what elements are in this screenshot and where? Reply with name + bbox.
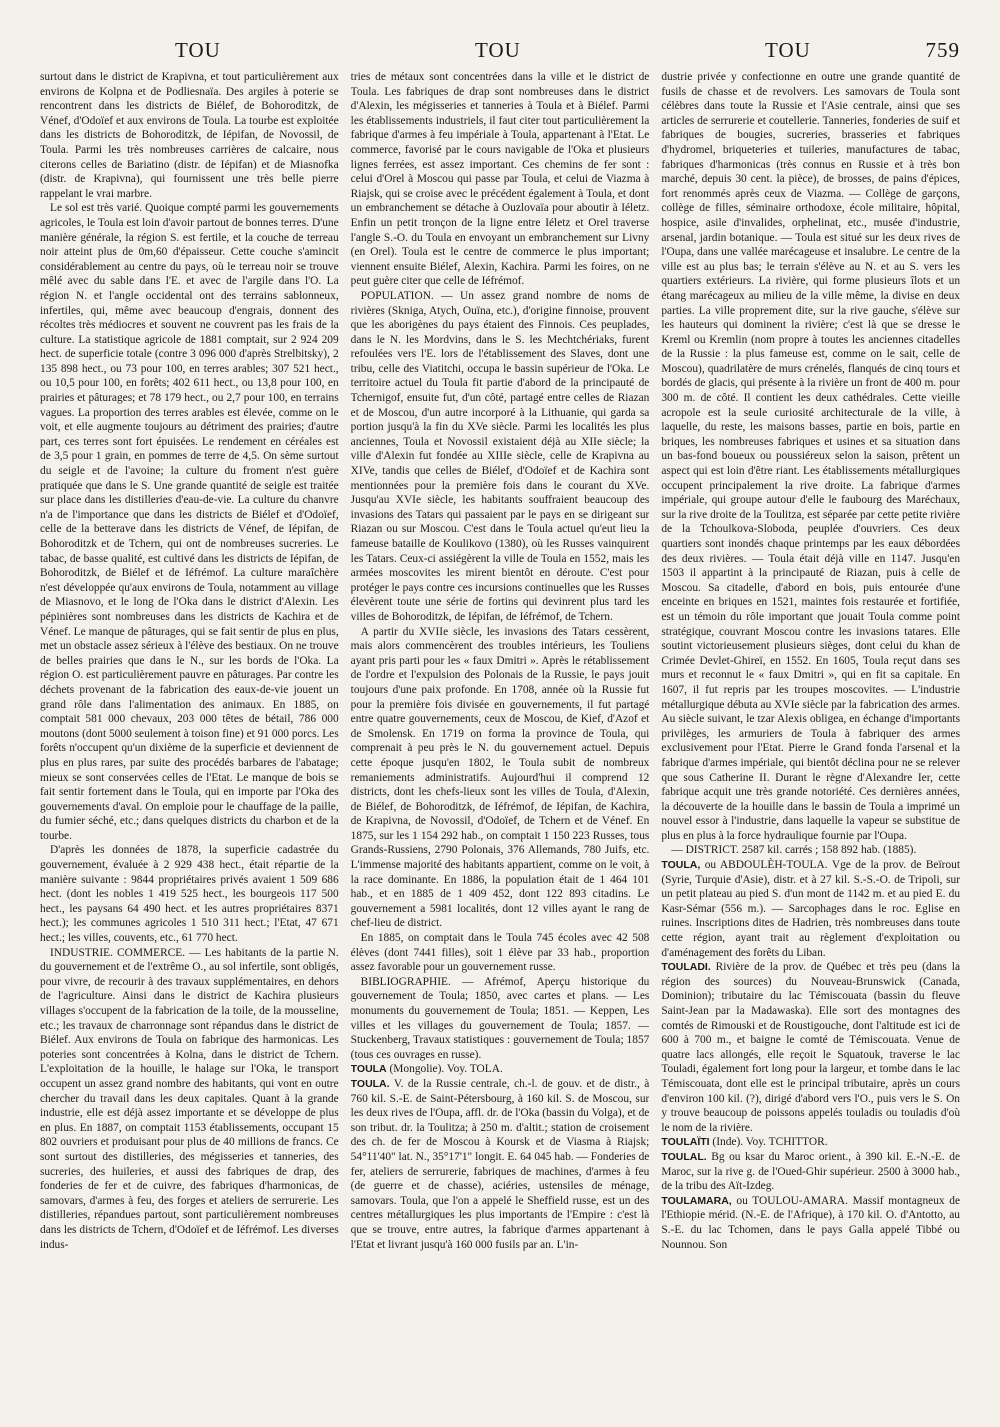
paragraph: POPULATION. — Un assez grand nombre de noms de rivières (Skniga, Atych, Ouïna, etc.), d'origine finnoise, prouvent que les aborigènes du pays étaient des Finnois. Ces peuplades, dans le N. les Mordvins, dans le S. les Mechtchériaks, furent refoulées vers l'E. lors de l'établissement des Slaves, dont une tribu, celle des Viatitchi, occupa le bassin supérieur de l'Oka. Le territoire actuel du Toula fit partie d'abord de la principauté de Tchernigof, ensuite fut, d'un côté, partagé entre celles de Riazan et de Moscou, d'un autre incorporé à la Lithuanie, qui garda sa portion jusqu'à la fin du XVe siècle. Parmi les localités les plus anciennes, Toula et Novossil existaient déjà au XIIe siècle; la ville d'Alexin fut fondée au XIIIe siècle, celle de Krapivna au XIVe, tandis que celles de Biélef, d'Odoïef et de Kachira sont mentionnées pour la première fois dans le courant du XVe. Jusqu'au XVIe siècle, les habitants souffraient beaucoup des invasions des Tatars qui passaient par le pays en se dirigeant sur Riazan ou sur Moscou. C'est dans le Toula actuel qu'eut lieu la fameuse bataille de Koulikovo (1380), où les Russes vainquirent les Tatars. Ceux-ci assiégèrent la ville de Toula en 1552, mais les armées moscovites les mirent bientôt en déroute. C'est pour protéger le pays contre ces incursions continuelles que les Russes élevèrent toute une série de fortins qui devinrent plus tard les villes de Bohoroditzk, de Iépifan, de Iéfrémof, de Tchern. [350,289,650,623]
paragraph: dustrie privée y confectionne en outre une grande quantité de fusils de chasse et de revolvers. Les samovars de Toula sont célèbres dans toute la Russie et l'Asie centrale, ainsi que ses articles de serrurerie et coutellerie. Tanneries, fonderies de suif et fabriques de bougies, sucreries, brasseries et fabriques d'hydromel, briqueteries et tuileries, manufactures de tabac, fabriques d'harmonicas (très connus en Russie et à très bon marché, depuis 30 cent. la pièce), de brosses, de pains d'épices, fort renommés après ceux de Viazma. — Collège de garçons, collège de filles, séminaire orthodoxe, école militaire, hôpital, hospice, asile d'invalides, orphelinat, etc., musée d'industrie, arsenal, jardin botanique. — Toula est situé sur les deux rives de l'Oupa, dans une vallée marécageuse et insalubre. Le centre de la ville est au plus bas; le terrain s'élève au N. et au S. vers les quartiers extérieurs. La rivière, qui forme plusieurs îlots et un étang marécageux au milieu de la ville même, la divise en deux parties. La ville proprement dite, sur la rive gauche, s'élève sur les hauteurs qui dominent la rivière; c'est là que se dresse le Kreml ou Kremlin (nom propre à toutes les anciennes citadelles de la Russie : la plus fameuse est, comme on le sait, celle de Moscou), quadrilatère de murs crénelés, flanqués de cinq tours et bordés de glacis, qui présente à la rivière un front de 400 m. pour 300 m. de côté. Il contient les deux cathédrales. Cette vieille acropole est la seule curiosité architecturale de la ville, à laquelle, du reste, les maisons basses, partie en bois, partie en briques, les nombreuses fabriques et usines et sa situation dans un bas-fond boueux ou poussiéreux selon la saison, prêtent un aspect qui est loin d'être riant. Les établissements métallurgiques occupent principalement la rive droite. La fabrique d'armes impériale, qui groupe autour d'elle le faubourg des Maréchaux, sur la rive droite de la Toulitza, est séparée par cette petite rivière de la Tchoulkova-Sloboda, peuplée d'ouvriers. Ces deux quartiers sont inondés chaque printemps par les eaux débordées des deux rivières. — Toula était déjà ville en 1147. Jusqu'en 1503 il appartint à la principauté de Riazan, puis à celle de Moscou. Sa citadelle, d'abord en bois, puis entourée d'une enceinte en briques en 1521, maintes fois restaurée et fortifiée, est un témoin du rôle important que jouait Toula comme point stratégique, couvrant Moscou contre les invasions tatares. Elle soutint victorieusement plusieurs sièges, dont celui du khan de Crimée Devlet-Ghireï, en 1552. En 1605, Toula reçut dans ses murs et reconnut le « faux Dmitri », qui en fit sa capitale. En 1607, il fut repris par les troupes moscovites. — L'industrie métallurgique débuta au XVIe siècle par la fabrication des armes. Au siècle suivant, le tzar Alexis obligea, en échange d'importants privilèges, les armuriers de Toula à fabriquer des armes exclusivement pour l'Etat. Pierre le Grand fonda l'arsenal et la fabrique d'armes impériale, qui bientôt déclina pour ne se relever que sous Catherine II. Durant le règne d'Alexandre Ier, cette fabrique acquit une très grande notoriété. Ces dernières années, la découverte de la houille dans le bassin de Toula a imprimé un nouvel essor à l'industrie, dans laquelle la vapeur se substitue de plus en plus à la force hydraulique fournie par l'Oupa. [661,71,961,842]
paragraph: A partir du XVIIe siècle, les invasions des Tatars cessèrent, mais alors commencèrent des troubles intérieurs, les Touliens ayant pris parti pour les « faux Dmitri ». Après le rétablissement de l'ordre et l'expulsion des Polonais de la Russie, le pays jouit toujours d'une paix profonde. En 1708, année où la Russie fut pour la première fois divisée en gouvernements, il fut partagé entre quatre gouvernements, ceux de Moscou, de Kief, d'Azof et de Smolensk. En 1719 on forma la province de Toula, qui comprenait à peu près le N. du gouvernement actuel. Depuis cette époque jusqu'en 1802, le Toula subit de nombreux remaniements administratifs. Aujourd'hui il comprend 12 districts, dont les chefs-lieux sont les villes de Toula, d'Alexin, de Biélef, de Bohoroditzk, de Iéfrémof, de Iépifan, de Kachira, de Krapivna, de Novossil, d'Odoïef, de Tchern et de Vénef. En 1875, sur les 1 154 292 hab., on comptait 1 150 223 Russes, tous Grands-Russiens, 2790 Polonais, 376 Allemands, 780 Juifs, etc. L'immense majorité des habitants appartient, comme on le voit, à la race dominante. En 1886, la population était de 1 464 101 hab., et en 1885 de 1 409 452, dont 122 893 citadins. Le gouvernement a 5981 localités, dont 12 villes ayant le rang de chef-lieu de district. [350,625,650,930]
dictionary-entry [661,1150,960,1194]
entry-text: Bg ou ksar du Maroc orient., à 390 kil. E.-N.-E. de Maroc, sur la rive g. de l'Oued-Ghir supérieur. 2500 à 3000 hab., de la tribu des Aït-Izdeg. [661,1150,961,1193]
entry-text: (Inde). Voy. TCHITTOR. [709,1136,828,1149]
running-header [40,38,960,68]
entry-headword: TOULAÏTI [661,1136,710,1149]
dictionary-entry [661,858,960,960]
dictionary-entry [351,1077,650,1252]
dictionary-entry [661,1194,960,1252]
entry-headword: TOULA. [350,1077,390,1090]
page-number: 759 [925,38,960,62]
left-headword: TOU [175,38,221,62]
paragraph: En 1885, on comptait dans le Toula 745 écoles avec 42 508 élèves (dont 7441 filles), soit 1 élève par 33 hab., proportion assez favorable pour un gouvernement russe. [350,932,650,974]
paragraph: INDUSTRIE. COMMERCE. — Les habitants de la partie N. du gouvernement et de l'extrême O., au sol infertile, sont obligés, pour vivre, de recourir à des travaux supplémentaires, en dehors de l'agriculture. Ainsi dans le district de Kachira plusieurs villages s'occupent de la fabrication de la toile, de la mousseline, etc.; les travaux de charronnage sont répandus dans le district de Biélef. Aux environs de Toula on fabrique des harmonicas. Les poteries sont concentrées à Kolna, dans le district de Tchern. L'exploitation de la houille, le halage sur l'Oka, le transport occupent un assez grand nombre des habitants, qui vont en outre chercher du travail dans les deux capitales. Quant à la grande industrie, elle est déjà assez importante et se développe de plus en plus. En 1887, on comptait 1153 établissements, occupant 15 802 ouvriers et produisant pour plus de 40 millions de francs. Ce sont surtout des distilleries, des mégisseries et tanneries, des sucreries, des huileries, et aussi des fabriques de drap, des fonderies de fer et de cuivre, des fabriques d'harmonicas, de samovars, d'armes à feu, des forges et ateliers de serrurerie. Les distilleries, répandues partout, sont particulièrement nombreuses dans les districts de Tchern, d'Odoïef et de Iéfrémof. Les diverses indus- [40,946,339,1251]
entry-headword: TOULA, [661,859,701,872]
dictionary-entry [351,1062,650,1077]
entry-text: ou TOULOU-AMARA. Massif montagneux de l'Ethiopie mérid. (N.-E. de l'Afrique), à 170 kil. O. d'Antotto, au S.-E. du lac Tchomen, dans le pays Galla appelé Tibbé ou Nounnou. Son [661,1194,961,1251]
dictionary-entry [661,1135,960,1150]
paragraph: surtout dans le district de Krapivna, et tout particulièrement aux environs de Kolpna et de Podliesnaïa. Des argiles à poterie se rencontrent dans les districts de Biélef, de Bohoroditzk, de Vénef, d'Odoïef et aux environs de Toula. La tourbe est exploitée dans les districts de Bohoroditzk, de Iépifan, de Novossil, de Toula. Parmi les très nombreuses carrières de calcaire, nous citerons celles de Bariatino (distr. de Iépifan) et de Miasnofka (distr. de Krapivna), qui fournissent une très belle pierre rappelant le vrai marbre. [40,71,339,200]
paragraph: tries de métaux sont concentrées dans la ville et le district de Toula. Les fabriques de drap sont nombreuses dans le district d'Alexin, les mégisseries et tanneries à Toula et à Biélef. Parmi les établissements industriels, il faut citer tout particulièrement la fabrique d'armes à feu impériale à Toula, appartenant à l'Etat. Le commerce, favorisé par le cours navigable de l'Oka et plusieurs lignes ferrées, est assez important. Ces chemins de fer sont : celui d'Orel à Moscou qui passe par Toula, et celui de Viazma à Riajsk, qui se croise avec le précédent également à Toula, et dont un embranchement se détache à Ouzlovaïa pour aboutir à Iéletz. Enfin un petit tronçon de la ligne entre Iéletz et Orel traverse l'angle S.-O. du Toula en envoyant un embranchement sur Livny (en Orel). Toula est le centre de commerce le plus important; viennent ensuite Biélef, Alexin, Kachira. Parmi les foires, on ne peut guère citer que celle de Iéfrémof. [350,71,650,288]
paragraph: BIBLIOGRAPHIE. — Afrémof, Aperçu historique du gouvernement de Toula; 1850, avec cartes et plans. — Les monuments du gouvernement de Toula; 1851. — Keppen, Les villes et les villages du gouvernement de Toula; 1857. — Stuckenberg, Travaux statistiques : gouvernement de Toula; 1857 (tous ces ouvrages en russe). [350,975,650,1061]
column-left [40,70,339,1400]
entry-headword: TOULA [350,1063,387,1076]
entry-text: ou ABDOULÈH-TOULA. Vge de la prov. de Beïrout (Syrie, Turquie d'Asie), distr. et à 27 kil. S.-S.-O. de Tripoli, sur un petit plateau au pied S. d'un mont de 1142 m. et au pied E. du Kasr-Sémar (556 m.). — Sarcophages dans le roc. Eglise en ruines. Inscriptions dites de Hadrien, très nombreuses dans toute cette région, ayant trait au règlement d'exploitation ou d'aménagement des forêts du Liban. [661,859,961,959]
dictionary-entry [661,960,960,1135]
text-columns [40,70,960,1400]
paragraph: — DISTRICT. 2587 kil. carrés ; 158 892 hab. (1885). [671,844,917,857]
center-headword: TOU [475,38,521,62]
entry-text: (Mongolie). Voy. TOLA. [386,1063,503,1076]
entry-headword: TOULAMARA, [661,1194,732,1207]
column-right [661,70,960,1400]
entry-text: V. de la Russie centrale, ch.-l. de gouv. et de distr., à 760 kil. S.-E. de Saint-Pétersbourg, à 160 kil. S. de Moscou, sur les deux rives de l'Oupa, affl. dr. de l'Oka (bassin du Volga), et de son tribut. dr. la Toulitza; à 250 m. d'altit.; station de croisement des ch. de fer de Moscou à Koursk et de Viasma à Riajsk; 54°11'40" lat. N., 35°17'1" longit. E. 64 045 hab. — Fonderies de fer, ateliers de serrurerie, fabriques de machines, d'armes à feu (de guerre et de chasse), aciéries, ustensiles de ménage, samovars. Toula, que l'on a appelé le Sheffield russe, est un des centres métallurgiques les plus importants de l'Empire : c'est là que se trouve, entre autres, la fabrique d'armes appartenant à l'Etat et livrant jusqu'à 160 000 fusils par an. L'in- [350,1077,650,1251]
right-headword: TOU [765,38,811,62]
entry-headword: TOULAL. [661,1150,707,1163]
paragraph: Le sol est très varié. Quoique compté parmi les gouvernements agricoles, le Toula est loin d'avoir partout de bonnes terres. D'une manière générale, la région S. est fertile, et la couche de terreau noir atteint plus de 0m,60 d'épaisseur. Cette couche s'amincit considérablement au centre du pays, où le terreau noir se trouve mêlé avec du sable dans l'E. et avec de l'argile dans l'O. La région N. et l'angle occidental ont des terrains sablonneux, infertiles, qui, même avec beaucoup d'engrais, donnent des récoltes très médiocres et souvent ne couvrent pas les frais de la culture. La statistique agricole de 1881 comptait, sur 2 924 209 hect. de superficie totale (contre 3 096 000 d'après Strelbitsky), 2 135 898 hect., ou 73 pour 100, en terres arables; 307 521 hect., ou 10,5 pour 100, en forêts; 402 611 hect., ou 13,8 pour 100, en prairies et pâturages; et 78 179 hect., ou 2,7 pour 100, en terrains vagues. La proportion des terres arables est élevée, comme on le voit, et elle augmente toujours au détriment des prairies; d'autre part, ces terres sont fort épuisées. Le rendement en céréales est de 3,5 pour 1 grain, en pommes de terre de 4,5. On sème surtout du seigle et de l'avoine; la culture du froment n'est guère pratiquée que dans le S. Une grande quantité de seigle est traitée sur place dans les distilleries d'eau-de-vie. La culture du chanvre n'a de l'importance que dans les districts de Biélef et d'Odoïef, celle de la betterave dans les districts de Vénef, de Iépifan, de Bohoroditzk et de Tchern, qui ont de nombreuses sucreries. Le tabac, de basse qualité, est cultivé dans les districts de Iépifan, de Bohoroditzk, de Biélef et de Iéfrémof. La culture maraîchère n'est développée qu'aux environs de Toula, notamment au village de Miasnovo, et le long de l'Oka dans le district d'Alexin. Les pépinières sont nombreuses dans les districts de Kachira et de Vénef. Le manque de pâturages, qui se fait sentir de plus en plus, met un obstacle assez sérieux à l'élève des bestiaux. On ne trouve de belles prairies que dans le N., sur les bords de l'Oka. La région O. est particulièrement pauvre en pâturages. Par contre les déchets provenant de la fabrication des eaux-de-vie jouent un grand rôle dans l'alimentation des animaux. En 1885, on comptait 581 000 chevaux, 203 000 têtes de bétail, 786 000 moutons (dont 5000 seulement à toison fine) et 91 000 porcs. Les forêts n'occupent qu'un dixième de la superficie et deviennent de plus en plus rares, par suite des procédés barbares de l'abatage; mieux se sont conservées celles de l'Etat. Le manque de bois se fait sentir fortement dans le Toula, qui en importe par l'Oka des gouvernements d'aval. On emploie pour le chauffage de la paille, du fumier séché, etc.; dans quelques districts du charbon et de la tourbe. [40,202,339,842]
entry-headword: TOULADI. [661,961,711,974]
entry-text: Rivière de la prov. de Québec et très peu (dans la région des sources) du Nouveau-Brunswick (Canada, Dominion); tributaire du lac Témiscouata (bassin du fleuve Saint-Jean par la Madawaska). Elle sort des montagnes des comtés de Rimouski et de Roustigouche, dont l'altitude est ici de 600 à 700 m., et baigne le comté de Témiscouata. Venue de quatre lacs allongés, elle reçoit le Squatouk, traverse le lac Touladi, également fort long pour la largeur, et tombe dans le lac Témiscouata, dont elle est le principal tributaire, après un cours d'environ 100 kil. (?), dirigé d'abord vers l'O., puis vers le S. On y trouve beaucoup de poissons appelés touladis ou touladis d'où le nom de la rivière. [661,961,961,1134]
paragraph: D'après les données de 1878, la superficie cadastrée du gouvernement, évaluée à 2 929 438 hect., était répartie de la manière suivante : 9844 propriétaires privés avaient 1 509 686 hect. (dont les nobles 1 419 525 hect., les bourgeois 117 500 hect., les paysans 64 490 hect. et les autres propriétaires 8371 hect.); les communes agricoles 1 510 311 hect.; l'Etat, 47 671 hect.; les villes, couvents, etc., 61 770 hect. [40,844,339,945]
column-middle [351,70,650,1400]
